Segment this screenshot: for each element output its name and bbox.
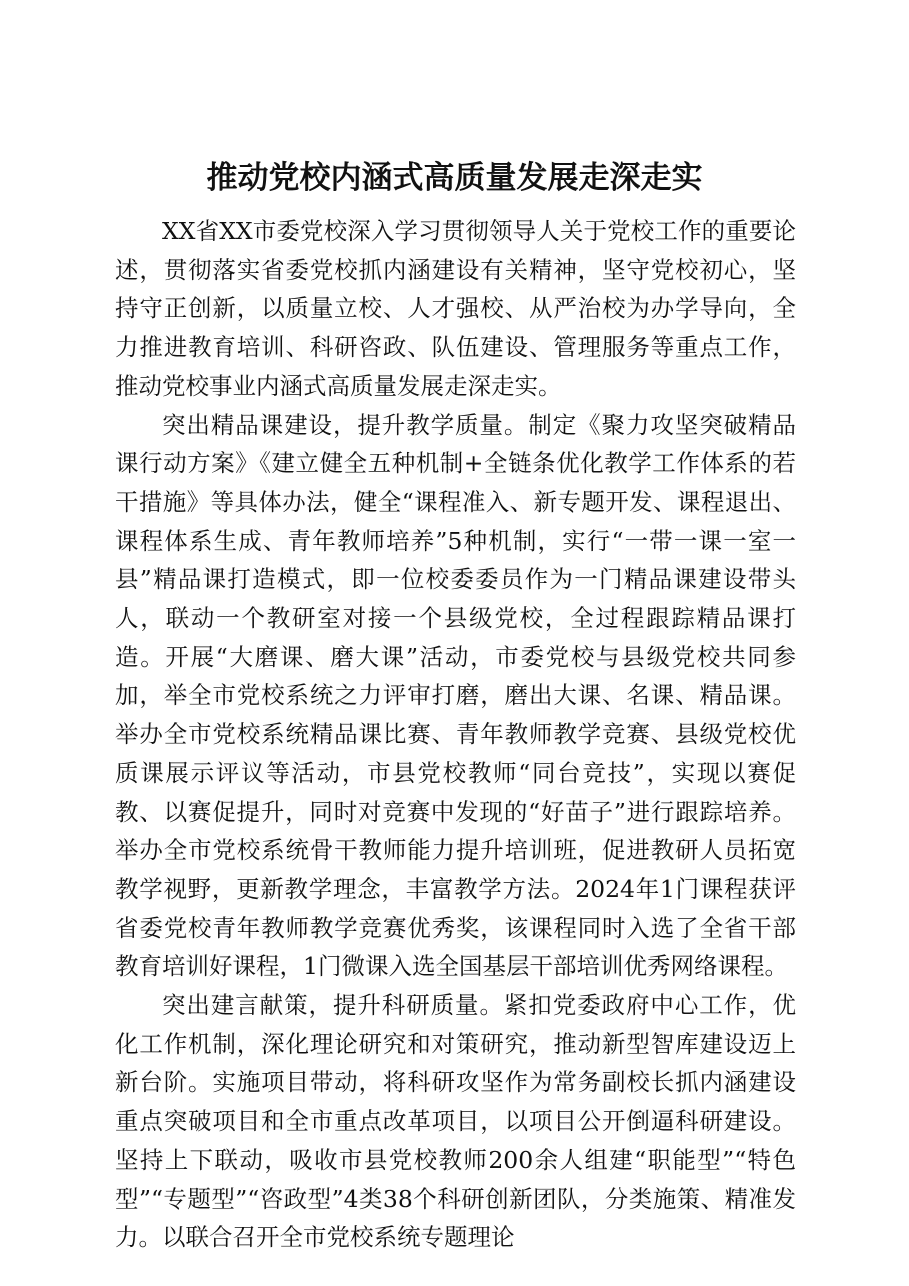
paragraph-teaching-quality: 突出精品课建设，提升教学质量。制定《聚力攻坚突破精品课行动方案》《建立健全五种机制+全链条优化教学工作体系的若干措施》等具体办法，健全“课程准入、新专题开发、课程退出、课程体系生成、青年教师培养”5种机制，实行“一带一课一室一县”精品课打造模式，即一位校委委员作为一门精品课建设带头人，联动一个教研室对接一个县级党校，全过程跟踪精品课打造。开展“大磨课、磨大课”活动，市委党校与县级党校共同参加，举全市党校系统之力评审打磨，磨出大课、名课、精品课。举办全市党校系统精品课比赛、青年教师教学竞赛、县级党校优质课展示评议等活动，市县党校教师“同台竞技”，实现以赛促教、以赛促提升，同时对竞赛中发现的“好苗子”进行跟踪培养。举办全市党校系统骨干教师能力提升培训班，促进教研人员拓宽教学视野，更新教学理念，丰富教学方法。2024年1门课程获评省委党校青年教师教学竞赛优秀奖，该课程同时入选了全省干部教育培训好课程，1门微课入选全国基层干部培训优秀网络课程。 <box>115 410 796 981</box>
document-title: 推动党校内涵式高质量发展走深走实 <box>206 160 703 196</box>
document-body <box>115 212 796 1257</box>
paragraph-intro: XX省XX市委党校深入学习贯彻领导人关于党校工作的重要论述，贯彻落实省委党校抓内涵建设有关精神，坚守党校初心，坚持守正创新，以质量立校、人才强校、从严治校为办学导向，全力推进教育培训、科研咨政、队伍建设、管理服务等重点工作，推动党校事业内涵式高质量发展走深走实。 <box>115 217 796 400</box>
paragraph-research-quality: 突出建言献策，提升科研质量。紧扣党委政府中心工作，优化工作机制，深化理论研究和对策研究，推动新型智库建设迈上新台阶。实施项目带动，将科研攻坚作为常务副校长抓内涵建设重点突破项目和全市重点改革项目，以项目公开倒逼科研建设。坚持上下联动，吸收市县党校教师200余人组建“职能型”“特色型”“专题型”“咨政型”4类38个科研创新团队，分类施策、精准发力。以联合召开全市党校系统专题理论 <box>115 991 796 1252</box>
